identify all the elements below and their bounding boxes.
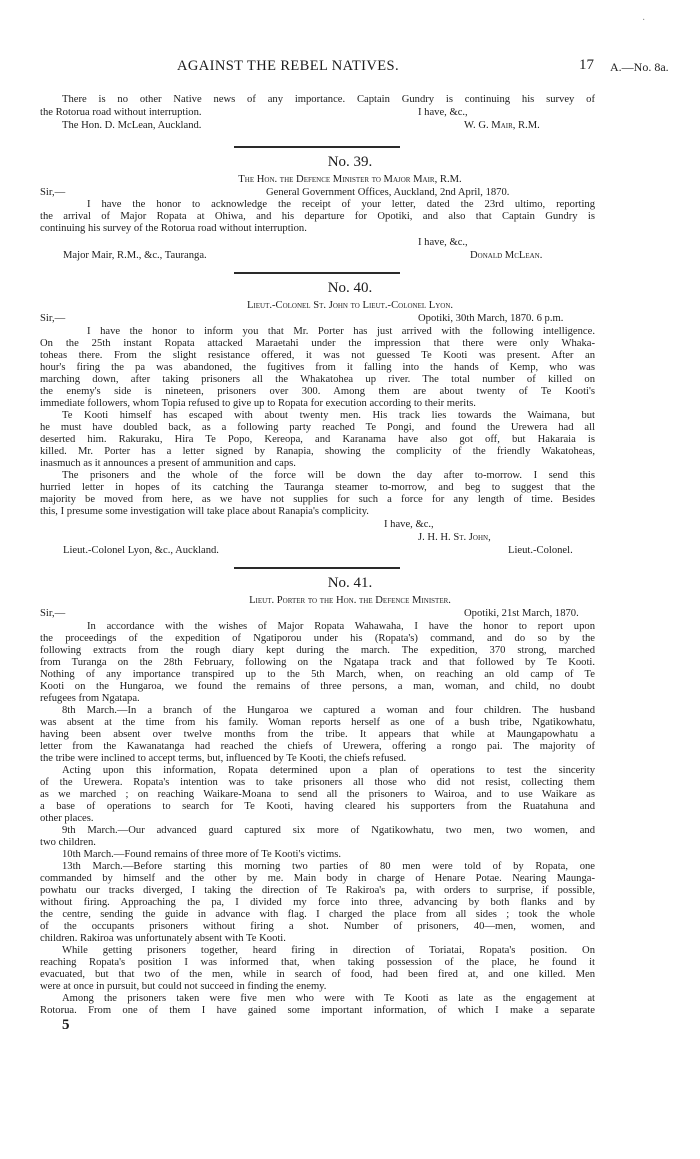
letter-41-body-line: the centre, sending the guide in advance with flag. I charged the place from all sides ; took the whole	[40, 909, 595, 920]
letter-41-body-line: the tribe were inclined to accept terms, but, influenced by Te Kooti, the chiefs refused.	[40, 753, 407, 764]
letter-39-body-line: the arrival of Major Ropata at Ohiwa, and his departure for Opotiki, and also that Captain Gundry is	[40, 211, 595, 222]
letter-40-body-line: the enemy's side is nineteen, prisoners over 300. Among them are about twenty of Te Kooti's	[40, 386, 595, 397]
signature-mark: 5	[62, 1017, 70, 1033]
letter-40-rank: Lieut.-Colonel.	[508, 545, 573, 556]
letter-41-body-line: evacuated, but that two of the men, while in search of food, had been fired at, and one killed. Men	[40, 969, 595, 980]
letter-41-body-line: 10th March.—Found remains of three more of Te Kooti's victims.	[62, 849, 342, 860]
letter-41-body-line: Among the prisoners taken were five men who were with Te Kooti as late as the engagement at	[62, 993, 595, 1004]
letter-41-body-line: In accordance with the wishes of Major Ropata Wahawaha, I have the honor to report upon	[87, 621, 595, 632]
section-divider	[234, 567, 400, 569]
document-reference: A.—No. 8a.	[610, 60, 669, 74]
letter-40-body-line: killed. Mr. Porter has a letter signed by Ranapia, showing the complicity of the friendly Wakatoheas,	[40, 446, 595, 457]
letter-40-addressee: Lieut.-Colonel Lyon, &c., Auckland.	[63, 545, 219, 556]
letter-41-body-line: having been absent over twelve months from the tribe. It appears that while at Maungapowhatu a	[40, 729, 595, 740]
letter-41-body-line: children. Rakiroa was unfortunately absent with Te Kooti.	[40, 933, 286, 944]
letter-40-closing: I have, &c.,	[384, 519, 434, 530]
letter-40-body-line: hour's firing the pa was abandoned, the fugitives from it falling into the hands of Kemp, who was	[40, 362, 595, 373]
letter-40-body-line: On the 25th instant Ropata attacked Maraetahi under the impression that there were only Whaka-	[40, 338, 595, 349]
letter-38-signature: W. G. Mair, R.M.	[464, 120, 540, 131]
letter-40-signature: J. H. H. St. John,	[418, 532, 491, 543]
letter-41-body-line: of the Urewera. Ropata's intention was to take prisoners all those who did not resist, collecting them	[40, 777, 595, 788]
letter-40-body-line: hurried letter in hopes of its catching the Tauranga steamer to-morrow, and beg to suggest that the	[40, 482, 595, 493]
letter-41-body-line: While getting prisoners together, heard firing in direction of Toriatai, Ropata's position. On	[62, 945, 595, 956]
letter-41-body-line: were at once in pursuit, but could not succeed in finding the enemy.	[40, 981, 327, 992]
letter-41-salutation: Sir,—	[40, 608, 66, 619]
letter-40-body-line: deserted him. Rakuraku, Hira Te Popo, Kereopa, and Karanama have also got off, but Hakaraia is	[40, 434, 595, 445]
letter-40-body-line: marching down, after taking prisoners all the Whakatohea up river. The total number of killed on	[40, 374, 595, 385]
letter-39-signature: Donald McLean.	[470, 250, 543, 261]
letter-41-body-line: without firing. Approaching the pa, I divided my force into three, advancing by both flanks and by	[40, 897, 595, 908]
letter-40-body-line: The prisoners and the whole of the force will be down the day after to-morrow. I send this	[62, 470, 595, 481]
letter-41-body-line: Rotorua. From one of them I have gained some important information, of which I make a separate	[40, 1005, 595, 1016]
letter-41-body-line: Acting upon this information, Ropata determined upon a plan of operations to test the sincerity	[62, 765, 595, 776]
letter-38-line: There is no other Native news of any importance. Captain Gundry is continuing his survey of	[62, 94, 595, 105]
letter-38-closing: I have, &c.,	[418, 107, 468, 118]
letter-40-heading: Lieut.-Colonel St. John to Lieut.-Colonel Lyon.	[246, 300, 454, 311]
letter-38-line: the Rotorua road without interruption.	[40, 107, 202, 118]
letter-40-body-line: I have the honor to inform you that Mr. Porter has just arrived with the following intelligence.	[87, 326, 595, 337]
letter-40-body-line: immediate followers, whom Topia refused to give up to Ropata for execution according to their merits.	[40, 398, 476, 409]
letter-40-body-line: this, I presume some investigation will take place about Ranapia's complicity.	[40, 506, 369, 517]
letter-39-salutation: Sir,—	[40, 187, 66, 198]
letter-40-body-line: toheas there. From the slight resistance offered, it was not guessed Te Kooti was present. After an	[40, 350, 595, 361]
letter-39-addressee: Major Mair, R.M., &c., Tauranga.	[63, 250, 207, 261]
letter-41-body-line: commanded by himself and the other by me. Main body in charge of Henare Potae. Nearing Maunga-	[40, 873, 595, 884]
section-divider	[234, 272, 400, 274]
letter-39-body-line: I have the honor to acknowledge the receipt of your letter, dated the 23rd ultimo, reporting	[87, 199, 595, 210]
letter-41-body-line: 8th March.—In a branch of the Hungaroa we captured a woman and four children. The husband	[62, 705, 595, 716]
letter-41-body-line: Nothing of any importance transpired up to the 5th March, when, on reaching an old camp of Te	[40, 669, 595, 680]
letter-39-heading: The Hon. the Defence Minister to Major Mair, R.M.	[238, 174, 462, 185]
letter-39-number: No. 39.	[327, 154, 373, 170]
letter-40-body-line: inasmuch as it announces a present of ammunition and caps.	[40, 458, 296, 469]
letter-41-body-line: the proceedings of the expedition of Ngatiporou under his (Ropata's) command, and do so by the	[40, 633, 595, 644]
letter-41-body-line: powhatu our tracks diverged, I taking the direction of Te Rakiroa's pa, with orders to surprise, if possible,	[40, 885, 595, 896]
letter-41-dateline: Opotiki, 21st March, 1870.	[464, 608, 579, 619]
section-divider	[234, 146, 400, 148]
letter-41-body-line: was absent at the time from his family. Woman reports herself as one of a bush tribe, Ngatikowhatu,	[40, 717, 595, 728]
page-number: 17	[579, 57, 594, 73]
letter-41-body-line: reaching Ropata's position I was informed that, when taking possession of the place, he found it	[40, 957, 595, 968]
letter-41-body-line: of the occupants prisoners without firing a shot. Number of prisoners, 40—men, women, and	[40, 921, 595, 932]
letter-41-body-line: Kooti on the Hungaroa, we found the remains of three persons, a man, woman, and child, no doubt	[40, 681, 595, 692]
letter-40-body-line: Te Kooti himself has escaped with about twenty men. His track lies towards the Waimana, but	[62, 410, 595, 421]
letter-41-body-line: 9th March.—Our advanced guard captured six more of Ngatikowhatu, two men, two women, and	[62, 825, 595, 836]
letter-41-body-line: as we marched ; on reaching Waikare-Moana to send all the prisoners to Wairoa, and to use Waikare as	[40, 789, 595, 800]
letter-41-body-line: two children.	[40, 837, 96, 848]
letter-41-body-line: refugees from Ngatapa.	[40, 693, 140, 704]
letter-38-addressee: The Hon. D. McLean, Auckland.	[62, 120, 202, 131]
letter-40-dateline: Opotiki, 30th March, 1870. 6 p.m.	[418, 313, 564, 324]
stray-mark: ·	[642, 15, 646, 26]
letter-41-body-line: following extracts from the rough diary kept during the march. The expedition, 370 strong, marched	[40, 645, 595, 656]
letter-39-closing: I have, &c.,	[418, 237, 468, 248]
letter-40-body-line: majority be moved from here, as we have not supplies for such a force for any length of time. Besides	[40, 494, 595, 505]
letter-41-body-line: 13th March.—Before starting this morning two parties of 80 men were told of by Ropata, one	[62, 861, 595, 872]
letter-40-number: No. 40.	[327, 280, 373, 296]
letter-39-dateline: General Government Offices, Auckland, 2nd April, 1870.	[266, 187, 510, 198]
letter-41-body-line: a base of operations to search for Te Kooti, having cleared his supporters from the Ruatahuna and	[40, 801, 595, 812]
letter-40-salutation: Sir,—	[40, 313, 66, 324]
letter-39-body-line: continuing his survey of the Rotorua road without interruption.	[40, 223, 307, 234]
letter-41-number: No. 41.	[327, 575, 373, 591]
letter-41-heading: Lieut. Porter to the Hon. the Defence Minister.	[249, 595, 451, 606]
letter-41-body-line: letter from the Kawanatanga had reached the chiefs of Urewera, offering a rongo pai. The majority of	[40, 741, 595, 752]
letter-41-body-line: from Turanga on the 28th February, following on the Ngatapa track and that followed by Te Kooti.	[40, 657, 595, 668]
letter-40-body-line: he must have doubled back, as a following party reached Te Pongi, and found the Urewera had all	[40, 422, 595, 433]
running-title: AGAINST THE REBEL NATIVES.	[177, 58, 399, 74]
letter-41-body-line: other places.	[40, 813, 94, 824]
